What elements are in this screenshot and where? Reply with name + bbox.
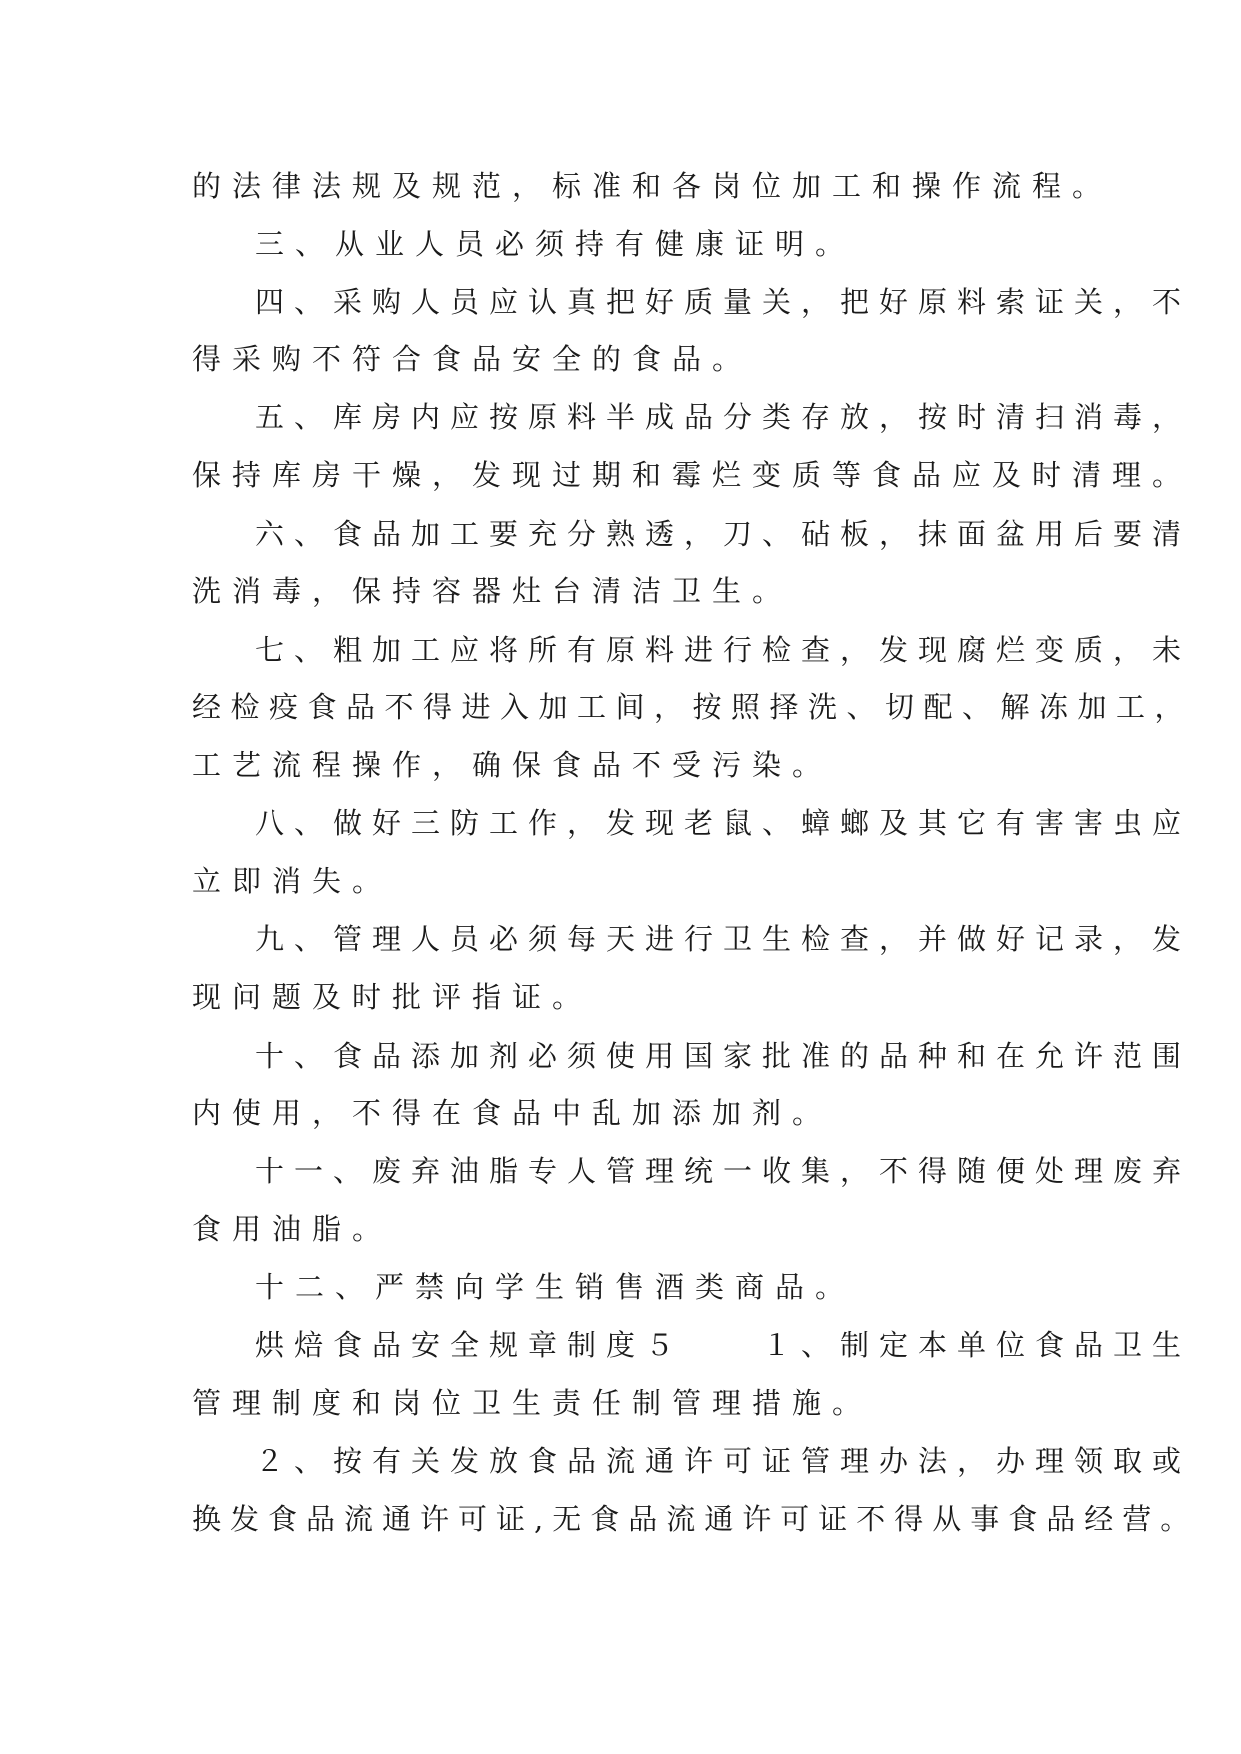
text-line: 五、库房内应按原料半成品分类存放，按时清扫消毒， xyxy=(255,400,1192,434)
text-line: 保持库房干燥，发现过期和霉烂变质等食品应及时清理。 xyxy=(192,458,1193,492)
text-line: 换发食品流通许可证,无食品流通许可证不得从事食品经营。 xyxy=(192,1502,1199,1536)
text-line: ２、按有关发放食品流通许可证管理办法，办理领取或 xyxy=(255,1444,1192,1478)
text-line: 十、食品添加剂必须使用国家批准的品种和在允许范围 xyxy=(255,1039,1192,1073)
text-line: 立即消失。 xyxy=(192,864,393,898)
text-line: 六、食品加工要充分熟透，刀、砧板，抹面盆用后要清 xyxy=(255,517,1192,551)
text-line: 得采购不符合食品安全的食品。 xyxy=(192,342,753,376)
text-line: 经检疫食品不得进入加工间，按照择洗、切配、解冻加工， xyxy=(192,690,1194,724)
text-line: 的法律法规及规范，标准和各岗位加工和操作流程。 xyxy=(192,169,1113,203)
text-line: 十二、严禁向学生销售酒类商品。 xyxy=(255,1270,856,1304)
text-line: 烘焙食品安全规章制度５ １、制定本单位食品卫生 xyxy=(255,1328,1192,1362)
text-line: 九、管理人员必须每天进行卫生检查，并做好记录，发 xyxy=(255,922,1192,956)
text-line: 食用油脂。 xyxy=(192,1212,393,1246)
text-line: 洗消毒，保持容器灶台清洁卫生。 xyxy=(192,574,793,608)
text-line: 工艺流程操作，确保食品不受污染。 xyxy=(192,748,833,782)
text-line: 八、做好三防工作，发现老鼠、蟑螂及其它有害害虫应 xyxy=(255,806,1192,840)
text-line: 四、采购人员应认真把好质量关，把好原料索证关，不 xyxy=(255,285,1192,319)
text-line: 七、粗加工应将所有原料进行检查，发现腐烂变质，未 xyxy=(255,633,1192,667)
text-line: 内使用，不得在食品中乱加添加剂。 xyxy=(192,1096,833,1130)
text-line: 现问题及时批评指证。 xyxy=(192,980,593,1014)
text-line: 十一、废弃油脂专人管理统一收集，不得随便处理废弃 xyxy=(255,1154,1192,1188)
text-line: 管理制度和岗位卫生责任制管理措施。 xyxy=(192,1386,873,1420)
text-line: 三、从业人员必须持有健康证明。 xyxy=(255,227,856,261)
